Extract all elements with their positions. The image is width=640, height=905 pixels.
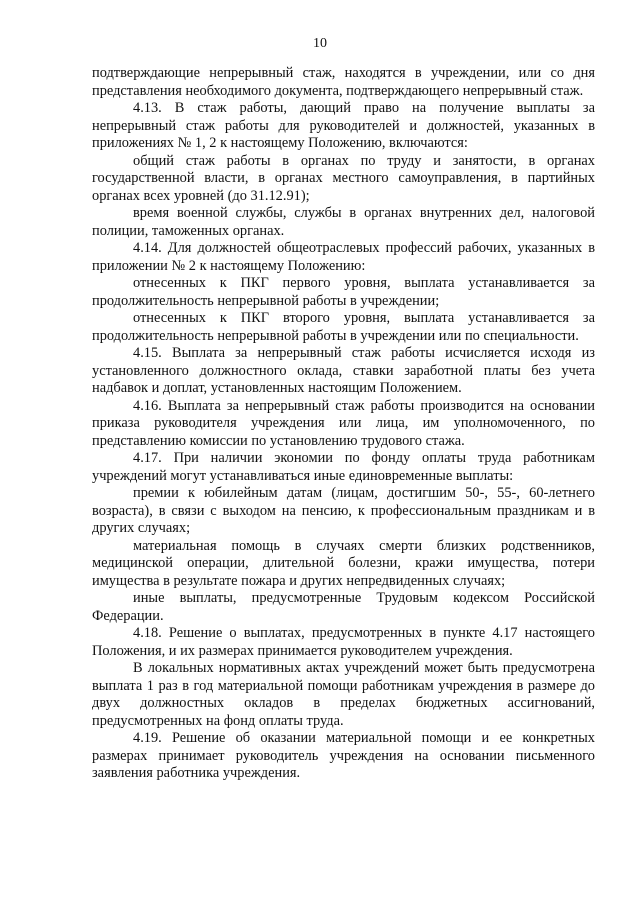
paragraph-anniversary-bonus: премии к юбилейным датам (лицам, достигшим 50-, 55-, 60-летнего возраста), в связи с выходом на пенсию, к профессиональным праздникам и в других случаях; — [92, 485, 595, 536]
paragraph-general-service: общий стаж работы в органах по труду и занятости, в органах государственной власти, в органах местного самоуправления, в партийных органах всех уровней (до 31.12.91); — [92, 152, 595, 204]
paragraph-pkg-level-1: отнесенных к ПКГ первого уровня, выплата устанавливается за продолжительность непрерывной работы в учреждении; — [92, 275, 595, 309]
document-body — [92, 65, 595, 783]
paragraph-4-19: 4.19. Решение об оказании материальной помощи и ее конкретных размерах принимает руководитель учреждения на основании письменного заявления работника учреждения. — [92, 730, 595, 781]
paragraph-local-acts: В локальных нормативных актах учреждений может быть предусмотрена выплата 1 раз в год материальной помощи работникам учреждения в размере до двух должностных окладов в пределах бюджетных ассигнований, предусмотренных на фонд оплаты труда. — [92, 660, 595, 729]
paragraph-4-16: 4.16. Выплата за непрерывный стаж работы производится на основании приказа руководителя учреждения или лица, им уполномоченного, по представлению комиссии по установлению трудового стажа. — [92, 397, 595, 449]
paragraph-4-15: 4.15. Выплата за непрерывный стаж работы исчисляется исходя из установленного должностного оклада, ставки заработной платы без учета надбавок и доплат, установленных настоящим Положением. — [92, 345, 595, 396]
paragraph-military-service: время военной службы, службы в органах внутренних дел, налоговой полиции, таможенных органах. — [92, 205, 595, 239]
paragraph-continuation: подтверждающие непрерывный стаж, находятся в учреждении, или со дня представления необходимого документа, подтверждающего непрерывный стаж. — [92, 65, 595, 99]
paragraph-other-payments: иные выплаты, предусмотренные Трудовым кодексом Российской Федерации. — [92, 590, 595, 624]
paragraph-4-18: 4.18. Решение о выплатах, предусмотренных в пункте 4.17 настоящего Положения, и их размерах принимается руководителем учреждения. — [92, 625, 595, 659]
page-number: 10 — [313, 36, 327, 51]
paragraph-4-13: 4.13. В стаж работы, дающий право на получение выплаты за непрерывный стаж работы для руководителей и должностей, указанных в приложениях № 1, 2 к настоящему Положению, включаются: — [92, 100, 595, 151]
paragraph-4-17: 4.17. При наличии экономии по фонду оплаты труда работникам учреждений могут устанавливаться иные единовременные выплаты: — [92, 450, 595, 484]
paragraph-4-14: 4.14. Для должностей общеотраслевых профессий рабочих, указанных в приложении № 2 к настоящему Положению: — [92, 240, 595, 274]
paragraph-material-aid: материальная помощь в случаях смерти близких родственников, медицинской операции, длительной болезни, кражи имущества, потери имущества в результате пожара и других непредвиденных случаях; — [92, 537, 595, 589]
paragraph-pkg-level-2: отнесенных к ПКГ второго уровня, выплата устанавливается за продолжительность непрерывной работы в учреждении или по специальности. — [92, 310, 595, 344]
